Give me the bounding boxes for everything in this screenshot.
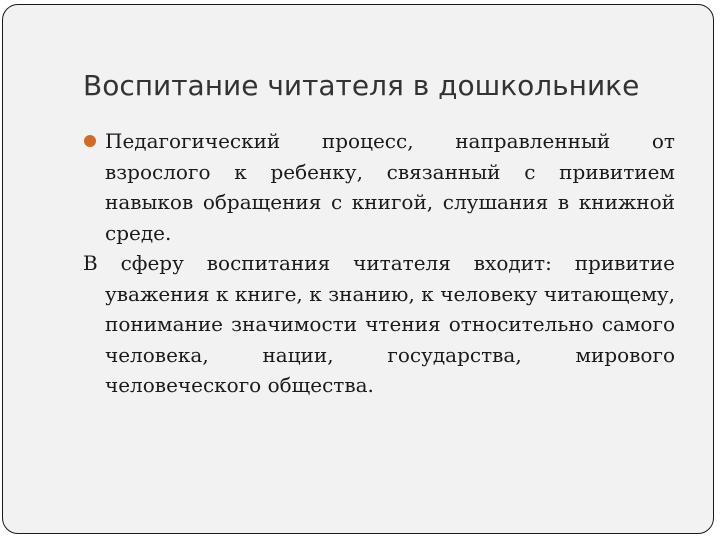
slide-title: Воспитание читателя в дошкольнике (83, 69, 640, 102)
bullet-paragraph (83, 126, 675, 248)
plain-paragraph (83, 248, 675, 401)
slide-body (83, 126, 675, 401)
slide-frame (2, 4, 714, 534)
bullet-icon (84, 135, 96, 147)
plain-paragraph-text: В сферу воспитания читателя входит: привитие уважения к книге, к знанию, к человеку читающему, понимание значимости чтения относительно самого человека, нации, государства, мирового человеческого общества. (83, 251, 675, 397)
bullet-paragraph-text: Педагогический процесс, направленный от взрослого к ребенку, связанный с привитием навыков обращения с книгой, слушания в книжной среде. (105, 129, 675, 245)
